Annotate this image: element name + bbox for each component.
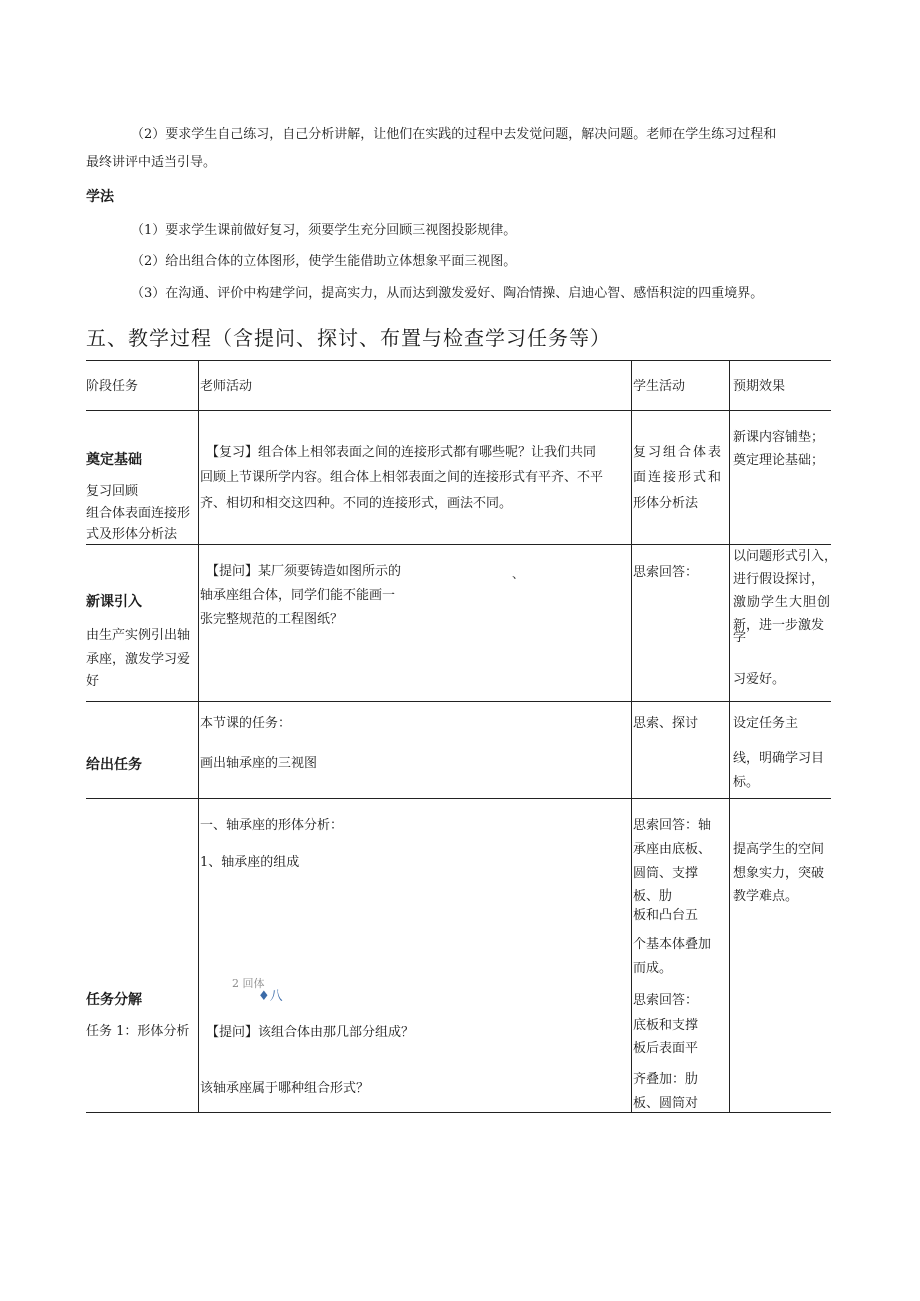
student-activity: 承座由底板、 xyxy=(633,842,712,857)
figure-caption: 2 回体 xyxy=(232,977,265,990)
table-border xyxy=(86,1112,831,1113)
teacher-activity: 轴承座组合体，同学们能不能画一 xyxy=(200,588,396,603)
stage-subtitle: 任务 1：形体分析 xyxy=(86,1024,190,1039)
stage-subtitle: 复习回顾 xyxy=(86,484,139,499)
teacher-activity: 【复习】组合体上相邻表面之间的连接形式都有哪些呢？让我们共同 xyxy=(206,445,597,460)
xuefa-item: （1）要求学生课前做好复习，须要学生充分回顾三视图投影规律。 xyxy=(131,223,517,238)
teacher-activity: 回顾上节课所学内容。组合体上相邻表面之间的连接形式有平齐、不平 xyxy=(200,470,604,485)
teacher-activity: 齐、相切和相交这四种。不同的连接形式，画法不同。 xyxy=(200,496,513,511)
teacher-activity: 张完整规范的工程图纸？ xyxy=(200,612,344,627)
stage-subtitle: 承座，激发学习爱 xyxy=(86,652,191,667)
student-activity: 思索回答：轴 xyxy=(633,818,712,833)
student-activity: 思索回答： xyxy=(633,565,699,580)
expected-effect: 教学难点。 xyxy=(733,889,799,904)
expected-effect: 奠定理论基础； xyxy=(733,453,825,468)
student-activity: 板后表面平 xyxy=(633,1041,699,1056)
paragraph-line: 最终讲评中适当引导。 xyxy=(86,155,217,170)
table-column-divider xyxy=(729,360,730,1112)
stage-subtitle: 式及形体分析法 xyxy=(86,527,178,542)
stage-subtitle: 由生产实例引出轴 xyxy=(86,628,191,643)
expected-effect: 新课内容铺垫； xyxy=(733,430,825,445)
expected-effect: 以问题形式引入， xyxy=(733,549,838,564)
teacher-activity: 【提问】该组合体由那几部分组成？ xyxy=(206,1025,415,1040)
teacher-activity: 【提问】某厂须要铸造如图所示的 xyxy=(206,564,402,579)
student-activity: 个基本体叠加 xyxy=(633,937,712,952)
student-activity: 板、圆筒对 xyxy=(633,1096,699,1111)
student-activity: 形体分析法 xyxy=(633,496,699,511)
xuefa-item: （3）在沟通、评价中构建学问，提高实力，从而达到激发爱好、陶冶情操、启迪心智、感悟积淀的四重境界。 xyxy=(131,286,764,301)
expected-effect: 激励学生大胆创 xyxy=(733,595,832,610)
student-activity: 思索、探讨 xyxy=(633,716,699,731)
table-header: 老师活动 xyxy=(200,379,253,394)
expected-effect: 进行假设探讨， xyxy=(733,572,825,587)
expected-effect: 标。 xyxy=(733,775,760,790)
student-activity: 板和凸台五 xyxy=(633,908,699,923)
stage-subtitle: 好 xyxy=(86,674,100,689)
teacher-activity: 一、轴承座的形体分析： xyxy=(200,818,344,833)
table-header: 学生活动 xyxy=(633,379,686,394)
stage-title: 新课引入 xyxy=(86,594,142,610)
student-activity: 而成。 xyxy=(633,961,673,976)
student-activity: 复习组合体表 xyxy=(633,445,724,460)
expected-effect: 线，明确学习目 xyxy=(733,751,825,766)
section-heading-xuefa: 学法 xyxy=(86,189,114,205)
figure-label: ♦八 xyxy=(258,989,283,1004)
expected-effect: 想象实力，突破 xyxy=(733,866,825,881)
teacher-activity: 本节课的任务： xyxy=(200,716,292,731)
student-activity: 板、肋 xyxy=(633,889,673,904)
expected-effect: 新，进一步激发 xyxy=(733,618,825,633)
table-column-divider xyxy=(631,360,632,1112)
teacher-activity: 该轴承座属于哪种组合形式？ xyxy=(200,1081,370,1096)
paragraph-line: （2）要求学生自己练习，自己分析讲解，让他们在实践的过程中去发觉问题，解决问题。老师在学生练习过程和 xyxy=(131,127,777,142)
student-activity: 圆筒、支撑 xyxy=(633,866,699,881)
teacher-activity: 1、轴承座的组成 xyxy=(200,855,300,870)
table-column-divider xyxy=(198,360,199,1112)
xuefa-item: （2）给出组合体的立体图形，使学生能借助立体想象平面三视图。 xyxy=(131,254,517,269)
student-activity: 思索回答： xyxy=(633,993,699,1008)
stage-title: 任务分解 xyxy=(86,992,142,1008)
student-activity: 面连接形式和 xyxy=(633,470,724,485)
student-activity: 底板和支撑 xyxy=(633,1018,699,1033)
table-header: 阶段任务 xyxy=(86,379,139,394)
table-header: 预期效果 xyxy=(733,379,786,394)
section-heading-5: 五、教学过程（含提问、探讨、布置与检查学习任务等） xyxy=(86,326,611,350)
teacher-activity: 画出轴承座的三视图 xyxy=(200,756,318,771)
expected-effect: 设定任务主 xyxy=(733,716,799,731)
student-activity: 齐叠加：肋 xyxy=(633,1072,699,1087)
stage-title: 奠定基础 xyxy=(86,452,142,468)
stage-subtitle: 组合体表面连接形 xyxy=(86,506,191,521)
stage-title: 给出任务 xyxy=(86,757,142,773)
expected-effect: 学 xyxy=(733,630,747,645)
expected-effect: 习爱好。 xyxy=(733,672,786,687)
stray-mark: 、 xyxy=(512,567,525,581)
expected-effect: 提高学生的空间 xyxy=(733,842,825,857)
